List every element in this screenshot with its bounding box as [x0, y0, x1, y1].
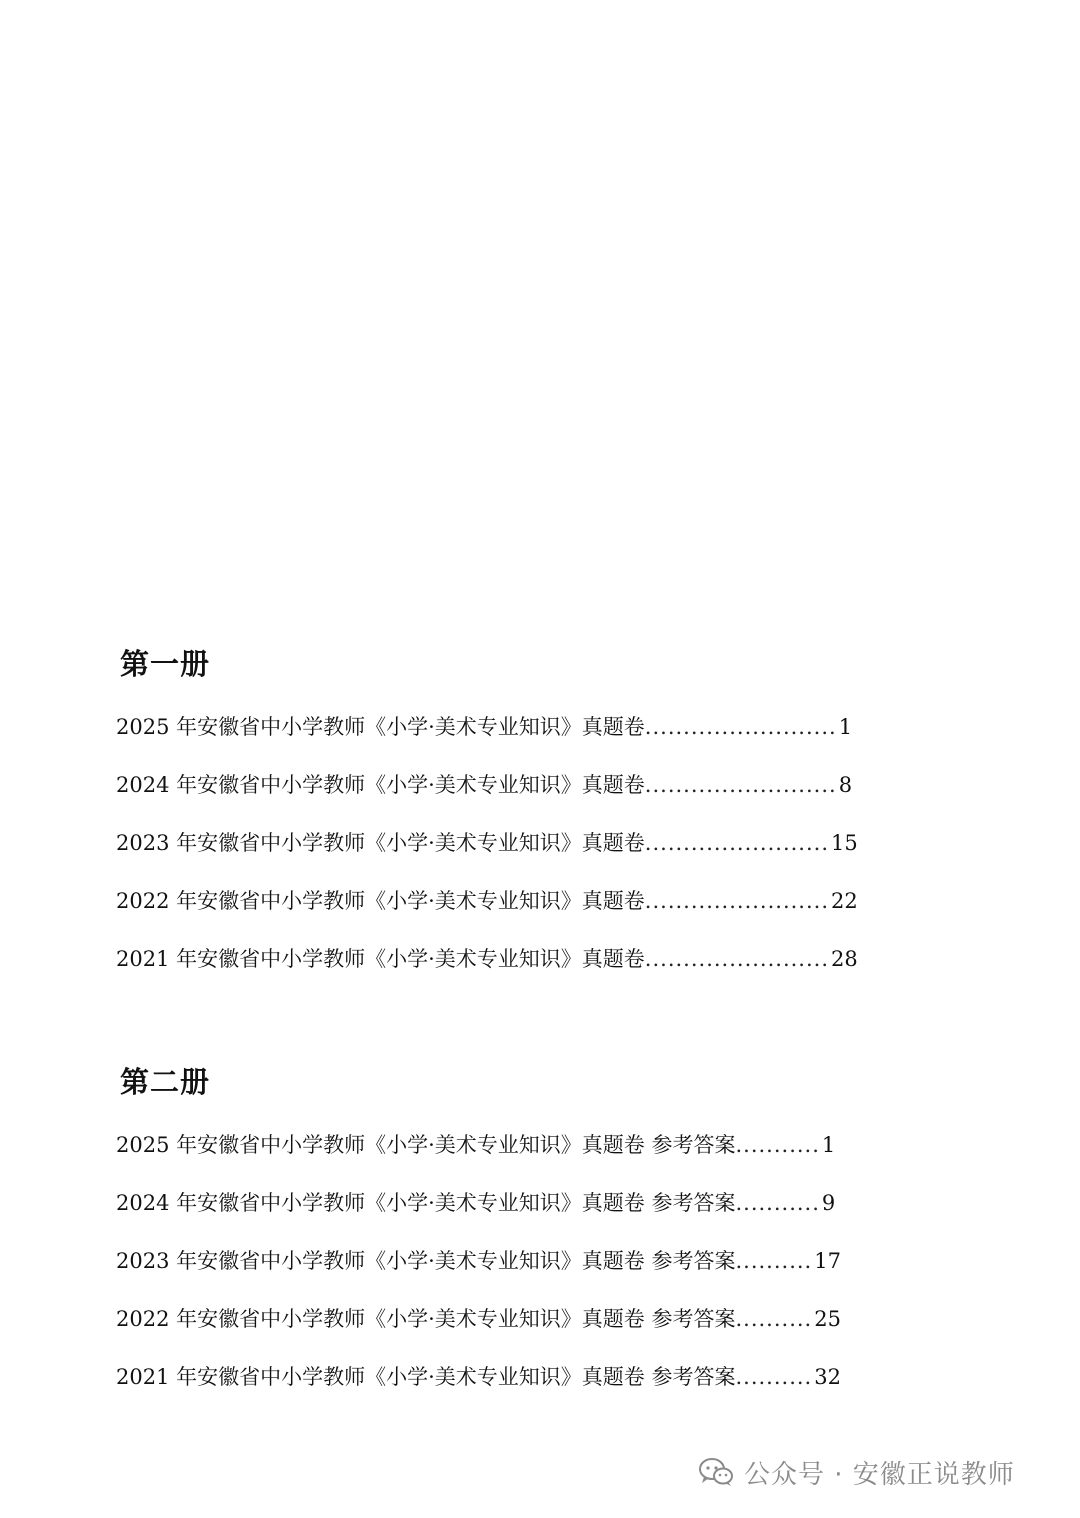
- toc-entry[interactable]: [116, 1116, 966, 1174]
- toc-entry-page: 25: [814, 1307, 841, 1331]
- toc-entry-title: 2022 年安徽省中小学教师《小学·美术专业知识》真题卷 参考答案: [116, 1307, 736, 1331]
- volume-2-title: 第二册: [120, 1065, 211, 1099]
- toc-entry[interactable]: [116, 1290, 966, 1348]
- toc-entry-page: 1: [821, 1133, 836, 1157]
- table-of-contents: [116, 640, 966, 1406]
- toc-entry-title: 2025 年安徽省中小学教师《小学·美术专业知识》真题卷 参考答案: [116, 1133, 736, 1157]
- toc-entry-title: 2023 年安徽省中小学教师《小学·美术专业知识》真题卷: [116, 831, 645, 855]
- toc-entry-page: 28: [831, 947, 858, 971]
- toc-entry[interactable]: [116, 756, 966, 814]
- toc-entry-page: 9: [821, 1191, 836, 1215]
- toc-entry-title: 2022 年安徽省中小学教师《小学·美术专业知识》真题卷: [116, 889, 645, 913]
- toc-entry[interactable]: [116, 814, 966, 872]
- toc-entry-leader: ........................: [644, 831, 830, 855]
- toc-entry-leader: ..........: [735, 1307, 813, 1331]
- toc-entry[interactable]: [116, 1232, 966, 1290]
- toc-entry[interactable]: [116, 872, 966, 930]
- toc-entry-leader: .........................: [644, 773, 837, 797]
- toc-entry-leader: ...........: [735, 1133, 820, 1157]
- toc-entry-page: 15: [831, 831, 858, 855]
- volume-1-section: [116, 640, 966, 988]
- toc-entry[interactable]: [116, 930, 966, 988]
- toc-entry-page: 32: [814, 1365, 841, 1389]
- toc-entry-leader: ...........: [735, 1191, 820, 1215]
- toc-entry-title: 2024 年安徽省中小学教师《小学·美术专业知识》真题卷: [116, 773, 645, 797]
- toc-entry[interactable]: [116, 1174, 966, 1232]
- toc-entry-title: 2021 年安徽省中小学教师《小学·美术专业知识》真题卷 参考答案: [116, 1365, 736, 1389]
- toc-entry-title: 2024 年安徽省中小学教师《小学·美术专业知识》真题卷 参考答案: [116, 1191, 736, 1215]
- toc-entry-page: 17: [814, 1249, 841, 1273]
- toc-entry[interactable]: [116, 1348, 966, 1406]
- volume-2-entries: [116, 1116, 966, 1406]
- volume-1-title: 第一册: [120, 647, 211, 681]
- toc-entry-leader: ........................: [644, 889, 830, 913]
- toc-entry-title: 2023 年安徽省中小学教师《小学·美术专业知识》真题卷 参考答案: [116, 1249, 736, 1273]
- watermark-text: 公众号 · 安徽正说教师: [744, 1459, 1015, 1490]
- toc-entry-leader: ........................: [644, 947, 830, 971]
- toc-entry-leader: ..........: [735, 1249, 813, 1273]
- toc-entry-title: 2021 年安徽省中小学教师《小学·美术专业知识》真题卷: [116, 947, 645, 971]
- toc-entry-title: 2025 年安徽省中小学教师《小学·美术专业知识》真题卷: [116, 715, 645, 739]
- toc-entry-leader: ..........: [735, 1365, 813, 1389]
- toc-entry-page: 22: [831, 889, 858, 913]
- toc-entry-leader: .........................: [644, 715, 837, 739]
- volume-2-section: [116, 1058, 966, 1406]
- toc-entry-page: 1: [838, 715, 853, 739]
- toc-entry-page: 8: [838, 773, 853, 797]
- watermark: [698, 1452, 1015, 1492]
- volume-1-entries: [116, 698, 966, 988]
- wechat-icon: [698, 1457, 734, 1487]
- toc-entry[interactable]: [116, 698, 966, 756]
